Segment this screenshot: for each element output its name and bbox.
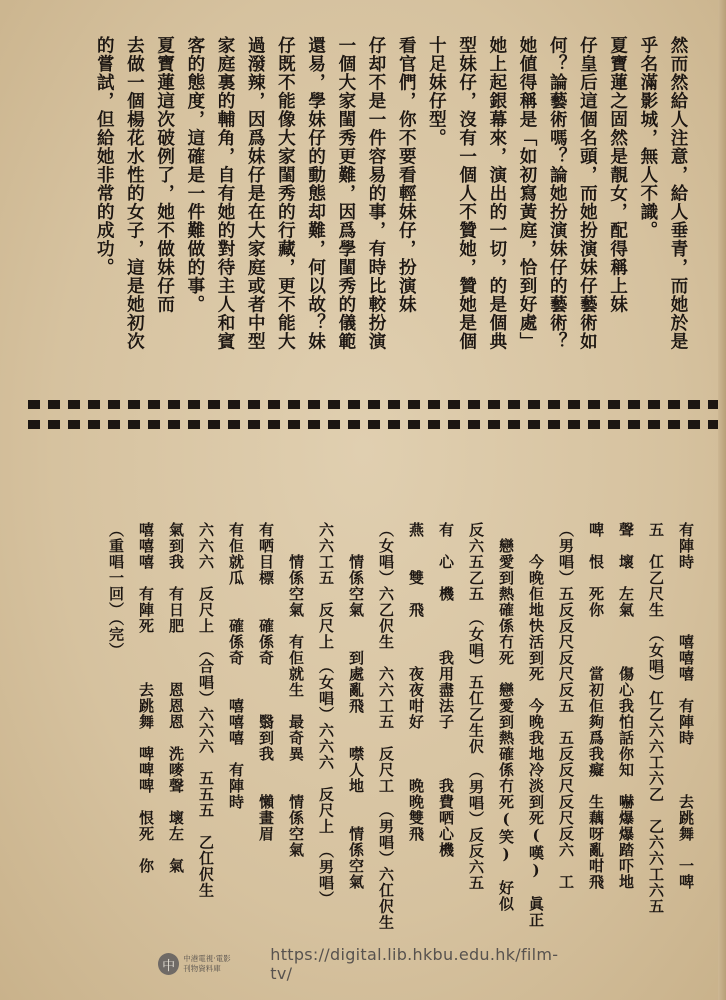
lyrics-column: 六六六 反尺上 （合唱）六六六 五五五 乙仜伬生 bbox=[197, 522, 215, 899]
lyrics-column: 情係空氣 到處亂飛 噤人地 情係空氣 bbox=[347, 522, 365, 890]
article-column: 乎名滿影城，無人不識。 bbox=[637, 36, 658, 240]
lyrics-column: （重唱一回）（完） bbox=[107, 522, 125, 659]
page-edge bbox=[718, 0, 726, 1000]
article-column: 還易，學妹仔的動態却難，何以故？妹 bbox=[305, 36, 326, 351]
article-column: 去做一個楊花水性的女子，這是她初次 bbox=[124, 36, 145, 351]
lyrics-column: 今晚佢地快活到死 今晚我地冷淡到死(嘆) 眞正 bbox=[527, 522, 545, 928]
lyrics-column: 聲 壞 左氣 傷心我怕話你知 嚇爆爆踏吓地 bbox=[617, 522, 635, 890]
article-column: 仔却不是一件容易的事，有時比較扮演 bbox=[366, 36, 386, 351]
library-org-name: 中港電視·電影 刊物資料庫 bbox=[183, 954, 231, 973]
lyrics-column: 六六工五 反尺上 （女唱）六六六 反尺上 （男唱） bbox=[317, 522, 335, 907]
article-column: 過潑辣，因爲妹仔是在大家庭或者中型 bbox=[245, 36, 266, 351]
article-column: 一個大家閨秀更難，因爲學閨秀的儀範 bbox=[335, 36, 356, 351]
lyrics-column: 戀愛到熱確係冇死 戀愛到熱確係冇死(笑) 好似 bbox=[497, 522, 515, 912]
lyrics-column: 有哂目標 確係奇 翳到我 懶畫眉 bbox=[257, 522, 275, 842]
library-url[interactable]: https://digital.lib.hkbu.edu.hk/film-tv/ bbox=[270, 945, 559, 983]
article-column: 夏寶蓮這次破例了，她不做妹仔而 bbox=[154, 36, 175, 314]
article-column: 的嘗試，但給她非常的成功。 bbox=[94, 36, 115, 277]
article-column: 家庭裏的輔角，自有她的對待主人和賓 bbox=[215, 36, 235, 351]
lyrics-column: 反六五乙五 （女唱）五仜乙生伬 （男唱）反反六五 bbox=[467, 522, 485, 891]
lyrics-column: 嘻嘻嘻 有陣死 去跳舞 啤啤啤 恨死 你 bbox=[137, 522, 155, 874]
lyrics-column: 燕 雙 飛 夜夜咁好 晚晚雙飛 bbox=[407, 522, 425, 842]
lyrics-column: 有陣時 嘻嘻嘻 有陣時 去跳舞 一啤 bbox=[677, 522, 695, 890]
lyrics-column: （男唱）五反反尺反尺反五 五反反尺反尺反六 工 bbox=[557, 522, 575, 890]
lyrics-column: 情係空氣 有佢就生 最奇異 情係空氣 bbox=[287, 522, 305, 858]
lyrics-column: 氣到我 有日肥 恩恩恩 洗嘜聲 壞左 氣 bbox=[167, 522, 185, 874]
article-column: 十足妹仔型。 bbox=[426, 36, 447, 147]
dotted-divider-upper bbox=[28, 400, 718, 409]
lyrics-column: 五 仜乙尺生 （女唱）仜乙六六工六乙 乙六六工六五 bbox=[647, 522, 665, 915]
article-column: 她値得稱是「如初寫黃庭，恰到好處」 bbox=[517, 36, 537, 351]
article-column: 她上起銀幕來，演出的一切，的是個典 bbox=[486, 36, 507, 351]
article-column: 客的態度，這確是一件難做的事。 bbox=[184, 36, 205, 314]
article-column: 看官們，你不要看輕妹仔，扮演妹 bbox=[396, 36, 417, 314]
article-column: 然而然給人注意，給人垂青，而她於是 bbox=[668, 36, 688, 351]
article-column: 夏寶蓮之固然是靚女，配得稱上妹 bbox=[607, 36, 628, 314]
library-logo-icon: 中 bbox=[158, 953, 179, 975]
lyrics-column: 有 心 機 我用盡法子 我費哂心機 bbox=[437, 522, 455, 858]
dotted-divider-lower bbox=[28, 420, 718, 429]
article-column: 型妹仔，沒有一個人不贊她，贊她是個 bbox=[456, 36, 477, 351]
article-column: 何？論藝術嗎？論她扮演妹仔的藝術？ bbox=[547, 36, 568, 351]
article-column: 仔既不能像大家閨秀的行藏，更不能大 bbox=[275, 36, 296, 351]
lyrics-column: 有佢就瓜 確係奇 嘻嘻嘻 有陣時 bbox=[227, 522, 245, 810]
library-watermark bbox=[158, 945, 570, 983]
lyrics-column: 啤 恨 死你 當初佢夠爲我癡 生藕呀亂咁飛 bbox=[587, 522, 605, 890]
lyrics-column: （女唱）六乙伬生 六六工五 反尺工 （男唱）六仜伬生 bbox=[377, 522, 395, 931]
article-column: 仔皇后這個名頭，而她扮演妹仔藝術如 bbox=[577, 36, 598, 351]
